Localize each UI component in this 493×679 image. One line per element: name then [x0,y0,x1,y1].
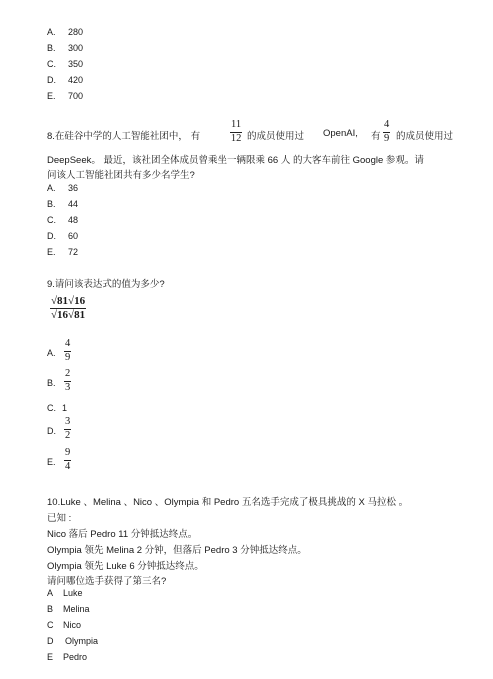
option-fraction: 4 9 [65,338,71,363]
fraction-4-9: 4 9 [384,119,390,144]
question-8-text-line: 问该人工智能社团共有多少名学生? [47,170,195,181]
question-9-stem: 9.请问该表达式的值为多少? [47,279,165,290]
question-8-text-part: 有 [371,131,381,142]
option-fraction: 2 3 [65,368,71,393]
option-fraction: 9 4 [65,447,71,472]
question-10-text-line: Olympia 领先 Luke 6 分钟抵达终点。 [47,561,204,572]
question-8-text-part: 8.在硅谷中学的人工智能社团中， 有 [47,131,201,142]
question-10-text-line: 请问哪位选手获得了第三名? [47,576,167,587]
question-8-text-part: 的成员使用过 [247,131,305,142]
option-letter: B. [47,378,56,388]
question-10-text-line: Olympia 领先 Melina 2 分钟，但落后 Pedro 3 分钟抵达终点。 [47,545,307,556]
question-10-text-line: 10.Luke 、Melina 、Nico 、Olympia 和 Pedro 五名选手完成了极具挑战的 X 马拉松 。 [47,497,409,508]
question-8-text-line: DeepSeek。 最近，该社团全体成员曾乘坐一辆限乘 66 人 的大客车前往 Google 参观。请 [47,155,424,166]
option-fraction: 3 2 [65,416,71,441]
radical-expression: √81√16 √16√81 [51,295,86,321]
option-letter: D. [47,426,56,436]
option-letter: E. [47,457,56,467]
option-letter: A. [47,348,56,358]
question-8-text-part: OpenAI, [323,128,358,139]
question-10-text-line: 已知 : [47,513,72,524]
question-8-text-part: 的成员使用过 [396,131,454,142]
fraction-11-12: 11 12 [230,119,242,144]
question-10-text-line: Nico 落后 Pedro 11 分钟抵达终点。 [47,529,198,540]
